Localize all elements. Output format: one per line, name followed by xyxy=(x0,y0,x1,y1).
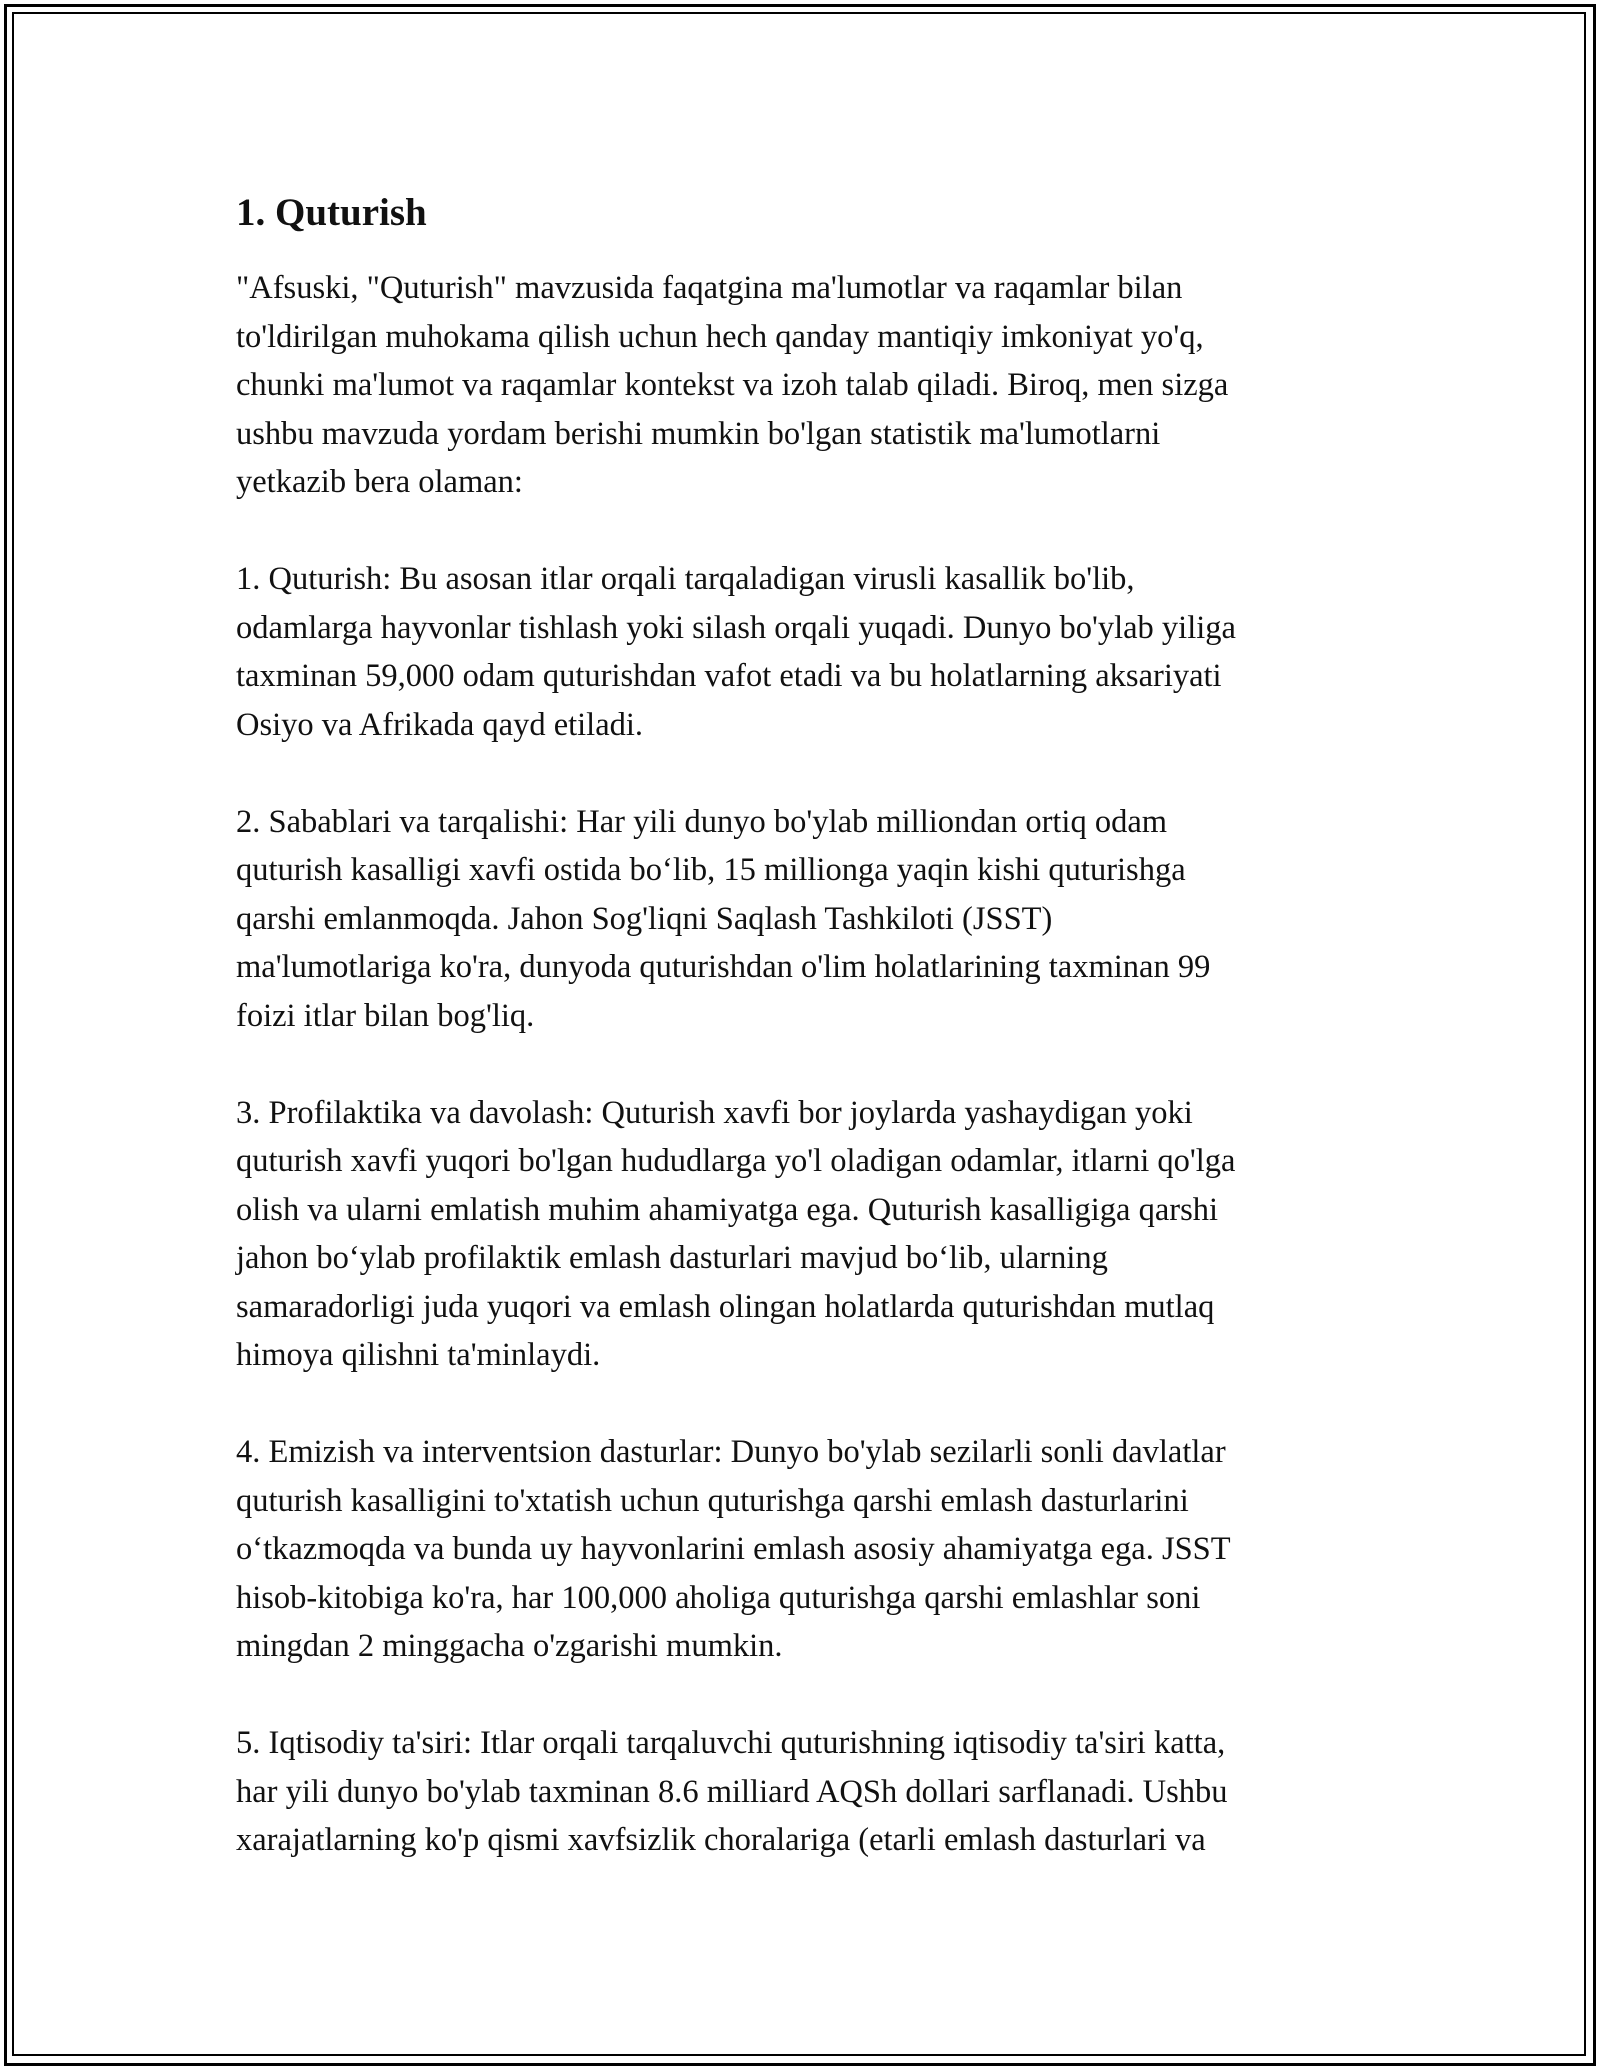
paragraph-causes-spread: 2. Sabablari va tarqalishi: Har yili dunyo bo'ylab milliondan ortiq odam quturish kasalligi xavfi ostida bo‘lib, 15 millionga yaqin kishi quturishga qarshi emlanmoqda. Jahon Sog'liqni Saqlash Tashkiloti (JSST) ma'lumotlariga ko'ra, dunyoda quturishdan o'lim holatlarining taxminan 99 foizi itlar bilan bog'liq. xyxy=(236,803,1211,1034)
intro-paragraph: "Afsuski, "Quturish" mavzusida faqatgina ma'lumotlar va raqamlar bilan to'ldirilgan muhokama qilish uchun hech qanday mantiqiy imkoniyat yo'q, chunki ma'lumot va raqamlar kontekst va izoh talab qiladi. Biroq, men sizga ushbu mavzuda yordam berishi mumkin bo'lgan statistik ma'lumotlarni yetkazib bera olaman: xyxy=(236,270,1229,500)
paragraph-prevention-treatment: 3. Profilaktika va davolash: Quturish xavfi bor joylarda yashaydigan yoki quturish xavfi yuqori bo'lgan hududlarga yo'l oladigan odamlar, itlarni qo'lga olish va ularni emlatish muhim ahamiyatga ega. Quturish kasalligiga qarshi jahon bo‘ylab profilaktik emlash dasturlari mavjud bo‘lib, ularning samaradorligi juda yuqori va emlash olingan holatlarda quturishdan mutlaq himoya qilishni ta'minlaydi. xyxy=(236,1094,1236,1373)
document-body xyxy=(236,186,1406,1865)
document-title: 1. Quturish xyxy=(236,191,427,234)
paragraph-economic-impact: 5. Iqtisodiy ta'siri: Itlar orqali tarqaluvchi quturishning iqtisodiy ta'siri katta, har yili dunyo bo'ylab taxminan 8.6 milliard AQSh dollari sarflanadi. Ushbu xarajatlarning ko'p qismi xavfsizlik choralariga (etarli emlash dasturlari va xyxy=(236,1725,1228,1858)
paragraph-rabies-definition: 1. Quturish: Bu asosan itlar orqali tarqaladigan virusli kasallik bo'lib, odamlarga hayvonlar tishlash yoki silash orqali yuqadi. Dunyo bo'ylab yiliga taxminan 59,000 odam quturishdan vafot etadi va bu holatlarning aksariyati Osiyo va Afrikada qayd etiladi. xyxy=(236,561,1236,743)
paragraph-intervention-programs: 4. Emizish va interventsion dasturlar: Dunyo bo'ylab sezilarli sonli davlatlar quturish kasalligini to'xtatish uchun quturishga qarshi emlash dasturlarini o‘tkazmoqda va bunda uy hayvonlarini emlash asosiy ahamiyatga ega. JSST hisob-kitobiga ko'ra, har 100,000 aholiga quturishga qarshi emlashlar soni mingdan 2 minggacha o'zgarishi mumkin. xyxy=(236,1434,1231,1664)
